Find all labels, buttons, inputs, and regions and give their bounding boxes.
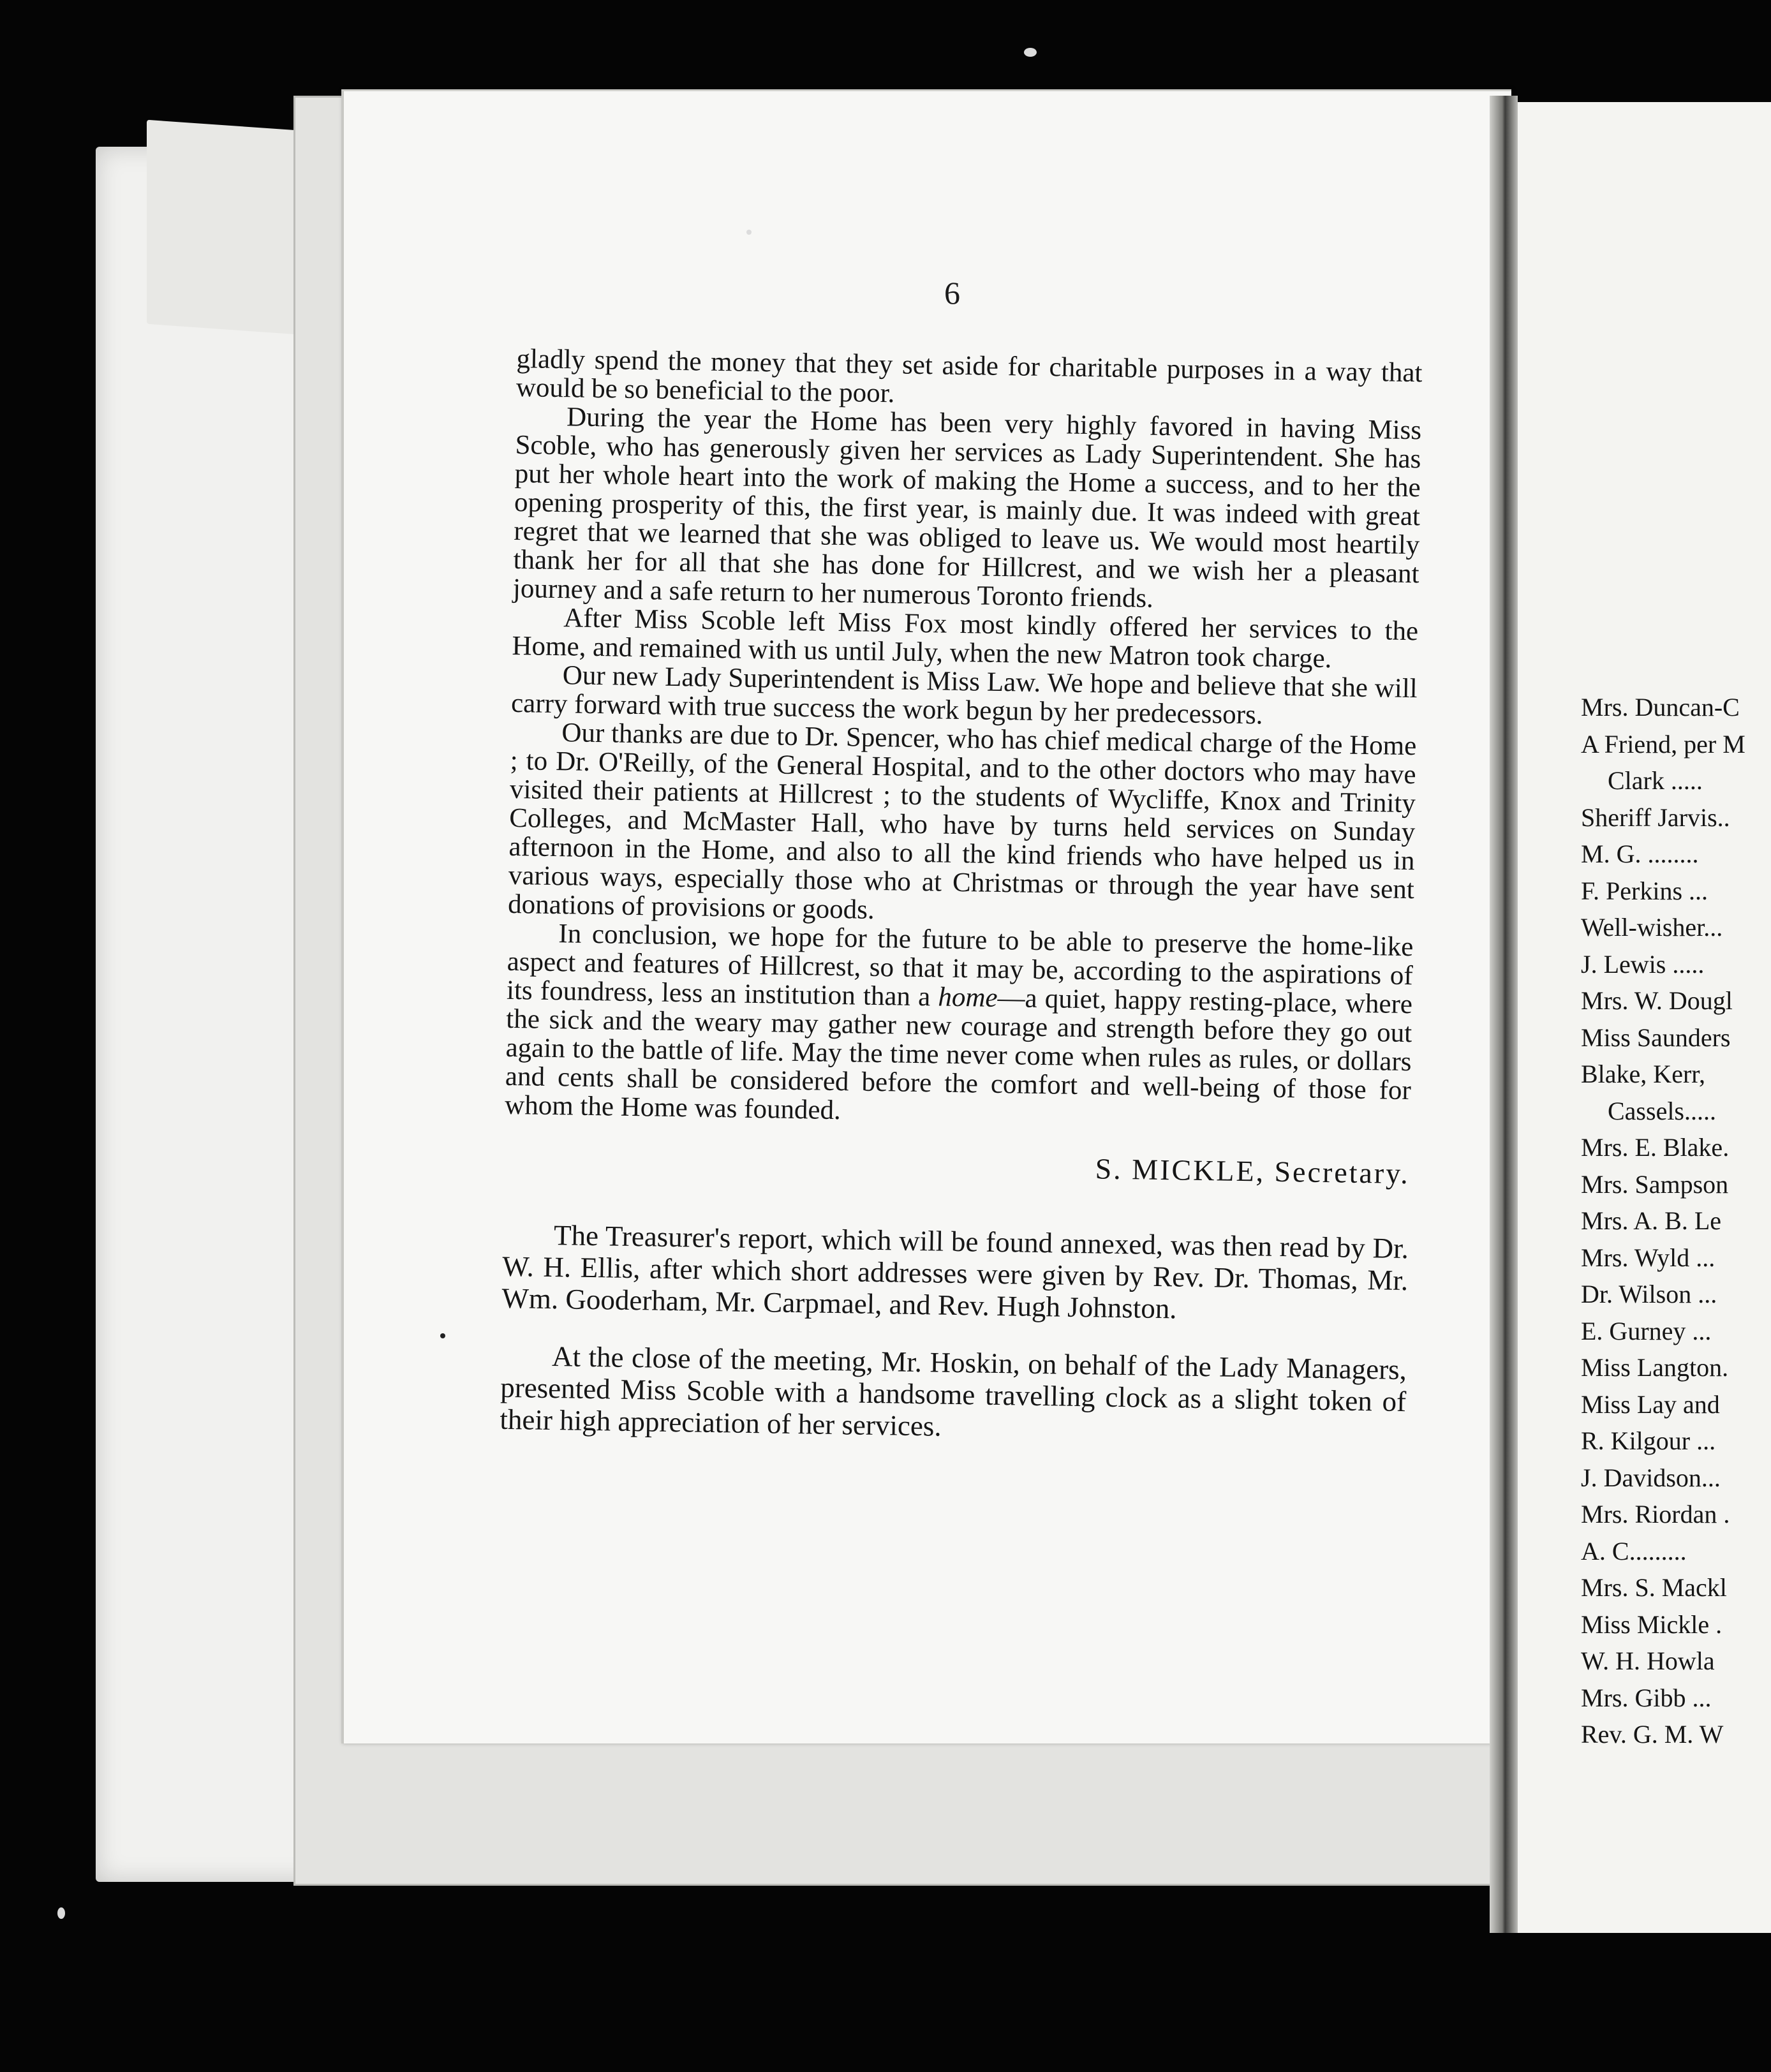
emphasis-home: home bbox=[938, 982, 998, 1013]
dust-speck bbox=[1024, 48, 1037, 57]
subscriber-entry: Mrs. Sampson bbox=[1581, 1169, 1729, 1199]
page-body bbox=[500, 344, 1423, 1475]
paragraph: Our thanks are due to Dr. Spencer, who has chief medical charge of the Home ; to Dr. O'Reilly, of the General Hospital, and to the other doctors who may have visited their patients at Hillcrest ; to the students of Wycliffe, Knox and Trinity Colleges, and McMaster Hall, who have by turns held services on Sunday afternoon in the Home, and also to all the kind friends who have helped us in various ways, especially those who at Christmas or through the year have sent donations of provisions or goods. bbox=[507, 718, 1417, 925]
conclusion-text: In conclusion, we hope for the future to be able to preserve the home-like aspect and features of Hillcrest, so that it may be, according to the aspirations of its foundress, less an institution than a bbox=[506, 919, 1414, 1012]
subscriber-entry: R. Kilgour ... bbox=[1581, 1426, 1716, 1455]
subscriber-entry: Clark ..... bbox=[1608, 766, 1703, 795]
conclusion-text-end: —a quiet, happy resting-place, where the sick and the weary may gather new courage and strength before they go out again to the battle of life. May the time never come when rules as rules, or dollars and cents shall be considered before the comfort and well-being of those for whom the Home was founded. bbox=[504, 982, 1413, 1126]
subscriber-entry: A Friend, per M bbox=[1581, 729, 1745, 759]
closing-paragraph: At the close of the meeting, Mr. Hoskin, on behalf of the Lady Managers, presented Miss Scoble with a handsome travelling clock as a slight token of their high appreciation of her services. bbox=[500, 1340, 1407, 1442]
subscriber-entry: J. Davidson... bbox=[1581, 1463, 1721, 1492]
paragraph: gladly spend the money that they set aside for charitable purposes in a way that would be so beneficial to the poor. bbox=[515, 344, 1423, 409]
subscriber-entry: Miss Langton. bbox=[1581, 1353, 1729, 1382]
page-number: 6 bbox=[944, 275, 960, 311]
dust-speck bbox=[746, 230, 752, 235]
subscriber-entry: Mrs. Riordan . bbox=[1581, 1500, 1730, 1528]
subscriber-entry: F. Perkins ... bbox=[1581, 876, 1708, 905]
subscriber-entry: Miss Saunders bbox=[1581, 1023, 1731, 1052]
subscriber-entry: Mrs. Gibb ... bbox=[1581, 1683, 1712, 1712]
conclusion-paragraph bbox=[505, 919, 1414, 1134]
subscriber-entry: Mrs. Duncan-C bbox=[1581, 693, 1740, 722]
subscriber-entry: E. Gurney ... bbox=[1581, 1316, 1712, 1345]
subscriber-entry: Cassels..... bbox=[1608, 1096, 1716, 1125]
paragraph: After Miss Scoble left Miss Fox most kindly offered her services to the Home, and remained with us until July, when the new Matron took charge. bbox=[512, 603, 1419, 674]
paragraph: During the year the Home has been very highly favored in having Miss Scoble, who has generously given her services as Lady Superintendent. She has put her whole heart into the work of making the Home a success, and to her the opening prosperity of this, the first year, is mainly due. It was indeed with great regret that we learned that she was obliged to leave us. We would most heartily thank her for all that she has done for Hillcrest, and we wish her a pleasant journey and a safe return to her numerous Toronto friends. bbox=[512, 402, 1422, 614]
subscriber-entry: Sheriff Jarvis.. bbox=[1581, 803, 1730, 832]
subscriber-entry: Mrs. S. Mackl bbox=[1581, 1573, 1727, 1602]
secretary-signature: S. MICKLE, Secretary. bbox=[1095, 1152, 1411, 1190]
subscriber-entry: Miss Mickle . bbox=[1581, 1610, 1723, 1639]
subscriber-entry: Mrs. W. Dougl bbox=[1581, 986, 1733, 1015]
subscriber-entry: Mrs. A. B. Le bbox=[1581, 1206, 1721, 1235]
subscriber-entry: Miss Lay and bbox=[1581, 1389, 1720, 1419]
subscriber-entry: J. Lewis ..... bbox=[1581, 949, 1705, 979]
treasurer-report-paragraph: The Treasurer's report, which will be found annexed, was then read by Dr. W. H. Ellis, after which short addresses were given by Rev. Dr. Thomas, Mr. Wm. Gooderham, Mr. Carpmael, and Rev. Hugh Johnston. bbox=[501, 1219, 1409, 1325]
subscriber-entry: Well-wisher... bbox=[1581, 913, 1723, 942]
subscriber-entry: Rev. G. M. W bbox=[1581, 1720, 1724, 1749]
subscriber-entry: Mrs. E. Blake. bbox=[1581, 1133, 1730, 1162]
subscriber-entry: W. H. Howla bbox=[1581, 1647, 1715, 1675]
dust-speck bbox=[440, 1333, 445, 1338]
subscriber-entry: Blake, Kerr, bbox=[1581, 1060, 1705, 1088]
subscriber-list bbox=[1581, 689, 1771, 1753]
dust-speck bbox=[57, 1907, 65, 1919]
subscriber-entry: A. C......... bbox=[1581, 1536, 1687, 1565]
subscriber-entry: M. G. ........ bbox=[1581, 840, 1699, 868]
subscriber-entry: Mrs. Wyld ... bbox=[1581, 1243, 1715, 1272]
paragraph: Our new Lady Superintendent is Miss Law. We hope and believe that she will carry forward with true success the work begun by her predecessors. bbox=[510, 660, 1418, 730]
subscriber-entry: Dr. Wilson ... bbox=[1581, 1280, 1717, 1308]
book-gutter bbox=[1490, 96, 1518, 1933]
